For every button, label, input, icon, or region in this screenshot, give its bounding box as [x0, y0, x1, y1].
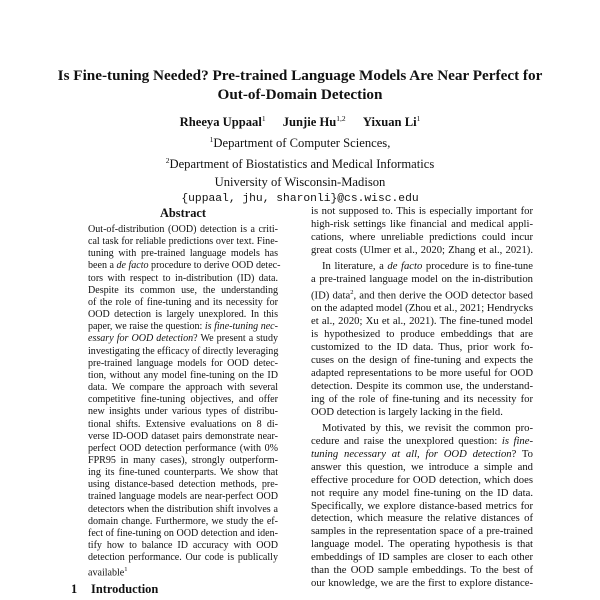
body-line: than the OOD sample embeddings. To the best of [311, 565, 533, 577]
body-line: not require any model fine-tuning on the ID data. [311, 487, 533, 499]
paper-title [40, 66, 560, 104]
abstract-line: perfect OOD detection performance (with 0% [88, 442, 278, 454]
body-line: tuning necessary at all, for OOD detection? To [311, 448, 533, 460]
abstract-heading: Abstract [159, 206, 207, 220]
abstract-line: detectors when the distribution shift involves a [88, 503, 278, 515]
abstract-line: investigating the efficacy of directly leveraging [88, 345, 279, 357]
abstract-line: data. We compare the approach with several [88, 382, 278, 394]
abstract-line: tion, without any model fine-tuning on the ID [88, 369, 278, 381]
author-name: Junjie Hu$^{1,2}$ [282, 114, 346, 130]
body-line: Motivated by this, we revisit the common pro- [322, 422, 533, 434]
abstract-line: detection performance. Our code is publically [88, 552, 278, 564]
body-line: et al., 2020; Xu et al., 2021). The fine-tuned model [311, 316, 533, 328]
intro-body [311, 206, 533, 591]
body-line: detection. Despite its common use, the understand- [311, 380, 533, 392]
body-line: detection, which measure the relative distances of [311, 513, 533, 525]
abstract-line: verse ID-OOD dataset pairs demonstrate near- [88, 430, 278, 442]
body-line: effective procedure for OOD detection, which does [311, 474, 533, 486]
author-name: Yixuan Li$^1$ [362, 114, 421, 130]
abstract-line: paper, we raise the question: is fine-tuning nec- [88, 321, 278, 333]
abstract-line: tors with respect to in-distribution (ID) data. [88, 272, 278, 284]
body-line: language model. The operating hypothesis is that [311, 539, 533, 551]
affiliation: $^1$Department of Computer Sciences, [209, 135, 391, 151]
abstract-line: been a de facto procedure to derive OOD detec- [88, 260, 281, 272]
body-line: samples in the representation space of a pre-trained [311, 526, 533, 538]
abstract-line: tional shifts. Extensive evaluations on 8 di- [88, 418, 278, 430]
abstract-line: competitive fine-tuning objectives, and offer [88, 394, 278, 406]
abstract-line: pre-trained language models for OOD detec- [88, 357, 278, 369]
abstract-line: tify how to balance ID accuracy with OOD [88, 540, 278, 552]
author-names [0, 110, 600, 131]
body-line: answer this question, we introduce a simple and [311, 461, 533, 473]
abstract-line: FPR95 in many cases), strongly outperform- [88, 454, 278, 466]
abstract-line: of the role of fine-tuning and its necessity for [88, 296, 278, 308]
footnote-mark[interactable]: 2 [350, 288, 354, 296]
abstract-line: OOD detection is largely unexplored. In this [88, 309, 278, 321]
body-line: cations, where unreliable predictions could incur [311, 231, 533, 243]
body-line: (ID) data$^2$, and then derive the OOD detector based [311, 288, 533, 302]
abstract-line: trained language models are near-perfect OOD [88, 491, 278, 503]
body-line: ing of the role of fine-tuning and its necessity for [311, 393, 533, 405]
body-line: customized to the ID data. Thus, prior work fo- [311, 342, 533, 354]
body-line: OOD detection is largely lacking in the field. [311, 406, 503, 418]
abstract-line: new insights under various types of distribu- [88, 406, 278, 418]
affiliation: University of Wisconsin-Madison [214, 174, 386, 189]
body-line: Specifically, we explore distance-based metrics for [311, 500, 533, 512]
abstract-body [88, 224, 281, 580]
body-line: on the adapted model (Zhou et al., 2021; Hendrycks [311, 303, 533, 315]
affiliation: $^2$Department of Biostatistics and Medical Informatics [165, 156, 435, 172]
body-line: a pre-trained language model on the in-distribution [311, 273, 533, 285]
abstract-line: Out-of-distribution (OOD) detection is a criti- [88, 224, 278, 235]
body-line: our knowledge, we are the first to explore distance- [311, 578, 533, 590]
body-line: is hypothesized to produce embeddings that are [311, 329, 533, 341]
body-line: cedure and raise the unexplored question: is fine- [311, 435, 533, 447]
body-line: cuses on the design of fine-tuning and expects the [311, 355, 533, 367]
body-line: high-risk settings like financial and medical appli- [311, 218, 533, 230]
footnote-mark[interactable]: 1 [124, 566, 128, 574]
abstract-line: fect of fine-tuning on OOD detection and iden- [88, 527, 278, 539]
body-line: In literature, a de facto procedure is to fine-tune [322, 260, 533, 272]
body-line: is not supposed to. This is especially important for [311, 206, 533, 217]
body-line: adapted representations to be more useful for OOD [311, 367, 533, 379]
abstract-line: Despite its common use, the understanding [88, 284, 278, 296]
title-line: Is Fine-tuning Needed? Pre-trained Language Models Are Near Perfect for [57, 67, 543, 84]
abstract-line: available$^1$ [88, 566, 128, 579]
abstract-line: cal task for reliable predictions over text. Fine- [88, 236, 278, 248]
section-heading: 1 Introduction [71, 582, 159, 596]
body-line: embeddings of ID samples are closer to each other [311, 552, 533, 564]
abstract-line: ing its fine-tuned counterparts. We show that [88, 467, 278, 479]
abstract-line: essary for OOD detection? We present a study [88, 333, 278, 345]
body-line: great costs (Ulmer et al., 2020; Zhang et al., 2021). [311, 244, 533, 256]
author-name: Rheeya Uppaal$^1$ [179, 114, 266, 130]
author-block [0, 110, 600, 208]
abstract-line: using distance-based detection methods, pre- [88, 479, 278, 491]
title-line: Out-of-Domain Detection [217, 86, 383, 103]
abstract-line: tuning with pre-trained language models has [88, 248, 278, 260]
abstract-line: domain change. Furthermore, we study the ef- [88, 515, 278, 527]
author-email[interactable]: {uppaal, jhu, sharonli}@cs.wisc.edu [181, 192, 419, 205]
